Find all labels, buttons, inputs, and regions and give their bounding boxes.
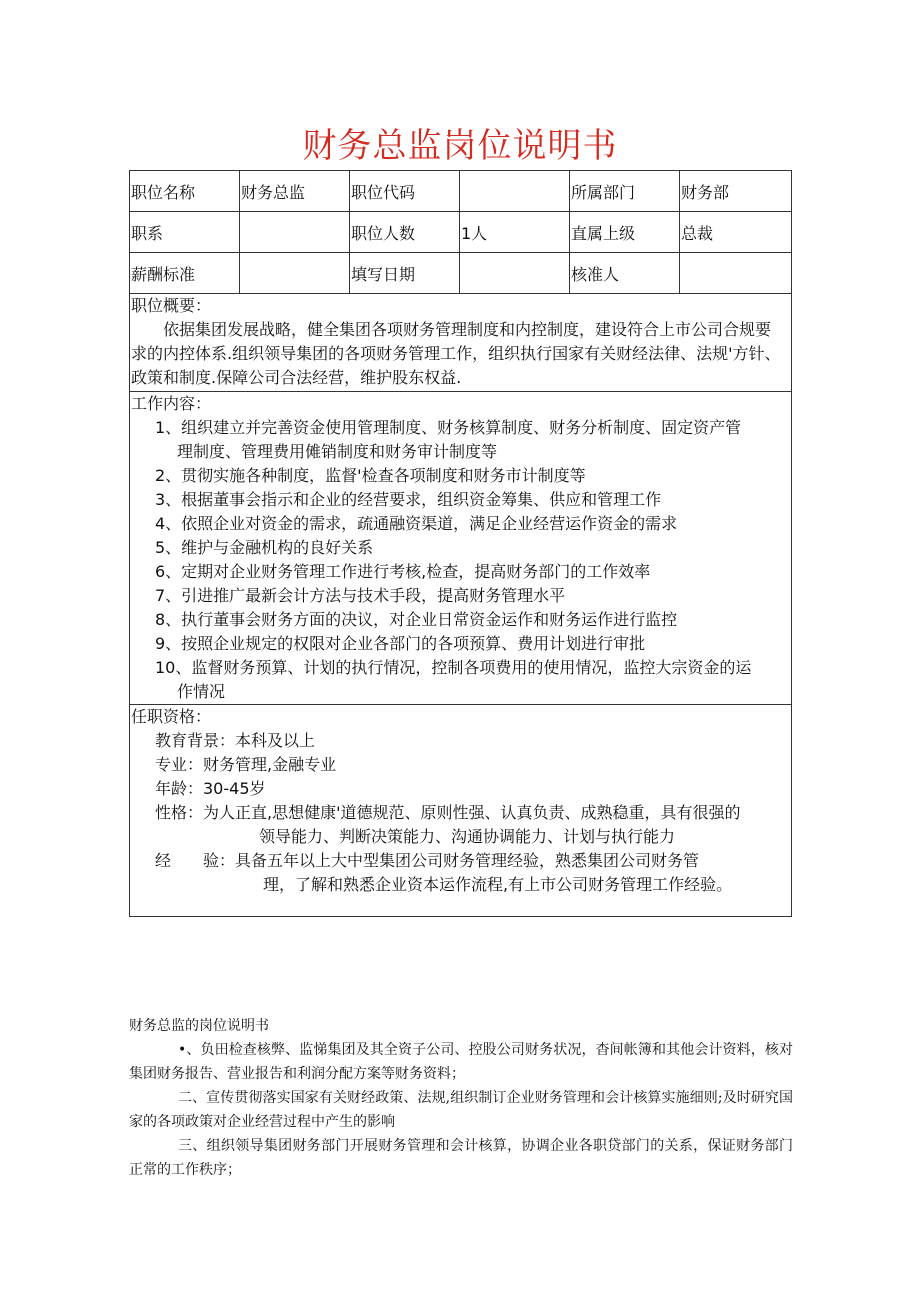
label-approver: 核准人: [570, 253, 680, 294]
table-row: [130, 253, 792, 294]
value-fill-date: [460, 253, 570, 294]
value-department: 财务部: [680, 171, 792, 212]
label-fill-date: 填写日期: [350, 253, 460, 294]
duty-item: 2、贯彻实施各种制度，监督'检查各项制度和财务市计制度等: [155, 466, 586, 485]
label-headcount: 职位人数: [350, 212, 460, 253]
duty-item: 9、按照企业规定的权限对企业各部门的各项预算、费用计划进行审批: [155, 634, 646, 653]
summary-row: [130, 294, 792, 392]
value-position-name: 财务总监: [240, 171, 350, 212]
document-title: 财务总监岗位说明书: [302, 126, 618, 166]
duties-cell: [130, 392, 792, 705]
label-salary: 薪酬标准: [130, 253, 240, 294]
value-approver: [680, 253, 792, 294]
duty-item-cont: 作情况: [177, 682, 226, 701]
table-row: [130, 171, 792, 212]
duty-item: 6、定期对企业财务管理工作进行考核,检查，提高财务部门的工作效率: [155, 562, 651, 581]
value-salary: [240, 253, 350, 294]
label-job-family: 职系: [130, 212, 240, 253]
value-supervisor: 总裁: [680, 212, 792, 253]
section-2-heading: 财务总监的岗位说明书: [129, 1018, 269, 1034]
duty-item: 5、维护与金融机构的良好关系: [155, 538, 374, 557]
duty-item-cont: 理制度、管理费用傩销制度和财务审计制度等: [177, 442, 498, 461]
personality-line-cont: 领导能力、判断决策能力、沟通协调能力、计划与执行能力: [259, 827, 676, 846]
qualifications-label: 任职资格：: [131, 707, 212, 726]
job-description-table: [129, 170, 792, 917]
duty-item: 10、监督财务预算、计划的执行情况，控制各项费用的使用情况，监控大宗资金的运: [155, 658, 752, 677]
label-department: 所属部门: [570, 171, 680, 212]
summary-text: 依据集团发展战略，健全集团各项财务管理制度和内控制度，建设符合上市公司合规要求的内控体系.组织领导集团的各项财务管理工作，组织执行国家有关财经法律、法规'方针、政策和制度.保障公司合法经营，维护股东权益.: [131, 320, 781, 387]
value-job-family: [240, 212, 350, 253]
education-line: 教育背景：本科及以上: [155, 731, 316, 750]
label-position-name: 职位名称: [130, 171, 240, 212]
duty-item: 3、根据董事会指示和企业的经营要求，组织资金筹集、供应和管理工作: [155, 490, 662, 509]
duty-item: 4、依照企业对资金的需求，疏通融资渠道，满足企业经营运作资金的需求: [155, 514, 678, 533]
summary-cell: [130, 294, 792, 392]
duties-row: [130, 392, 792, 705]
duty-item: 8、执行董事会财务方面的决议，对企业日常资金运作和财务运作进行监控: [155, 610, 678, 629]
label-position-code: 职位代码: [350, 171, 460, 212]
summary-label: 职位概要：: [131, 296, 212, 315]
table-row: [130, 212, 792, 253]
duties-label: 工作内容：: [131, 394, 212, 413]
duties-list: [131, 416, 789, 704]
value-headcount: 1人: [460, 212, 570, 253]
paragraph: 三、组织领导集团财务部门开展财务管理和会计核算，协调企业各职贷部门的关系，保证财务部门正常的工作秩序；: [129, 1138, 793, 1178]
paragraph: 二、宣传贯彻落实国家有关财经政策、法规,组织制订企业财务管理和会计核算实施细则;及时研究国家的各项政策对企业经营过程中产生的影响: [129, 1090, 793, 1130]
duty-item: 7、引进推广最新会计方法与技术手段，提高财务管理水平: [155, 586, 566, 605]
major-line: 专业：财务管理,金融专业: [155, 755, 337, 774]
qualifications-row: [130, 705, 792, 917]
qualifications-list: [131, 729, 789, 897]
duty-item: 1、组织建立并完善资金使用管理制度、财务核算制度、财务分析制度、固定资产管: [155, 418, 742, 437]
experience-line: 经 验：具备五年以上大中型集团公司财务管理经验，熟悉集团公司财务管: [155, 851, 700, 870]
section-2: [129, 1014, 793, 1182]
age-line: 年龄：30-45岁: [155, 779, 266, 798]
paragraph: •、负田检查核弊、监悌集团及其全资子公司、控股公司财务状况，杳间帐簿和其他会计资料，核对集团财务报告、营业报告和利润分配方案等财务资料；: [129, 1042, 793, 1082]
label-supervisor: 直属上级: [570, 212, 680, 253]
value-position-code: [460, 171, 570, 212]
personality-line: 性格：为人正直,思想健康'道德规范、原则性强、认真负责、成熟稳重，具有很强的: [155, 803, 741, 822]
qualifications-cell: [130, 705, 792, 917]
experience-line-cont: 理，了解和熟悉企业资本运作流程,有上市公司财务管理工作经验。: [263, 875, 733, 894]
